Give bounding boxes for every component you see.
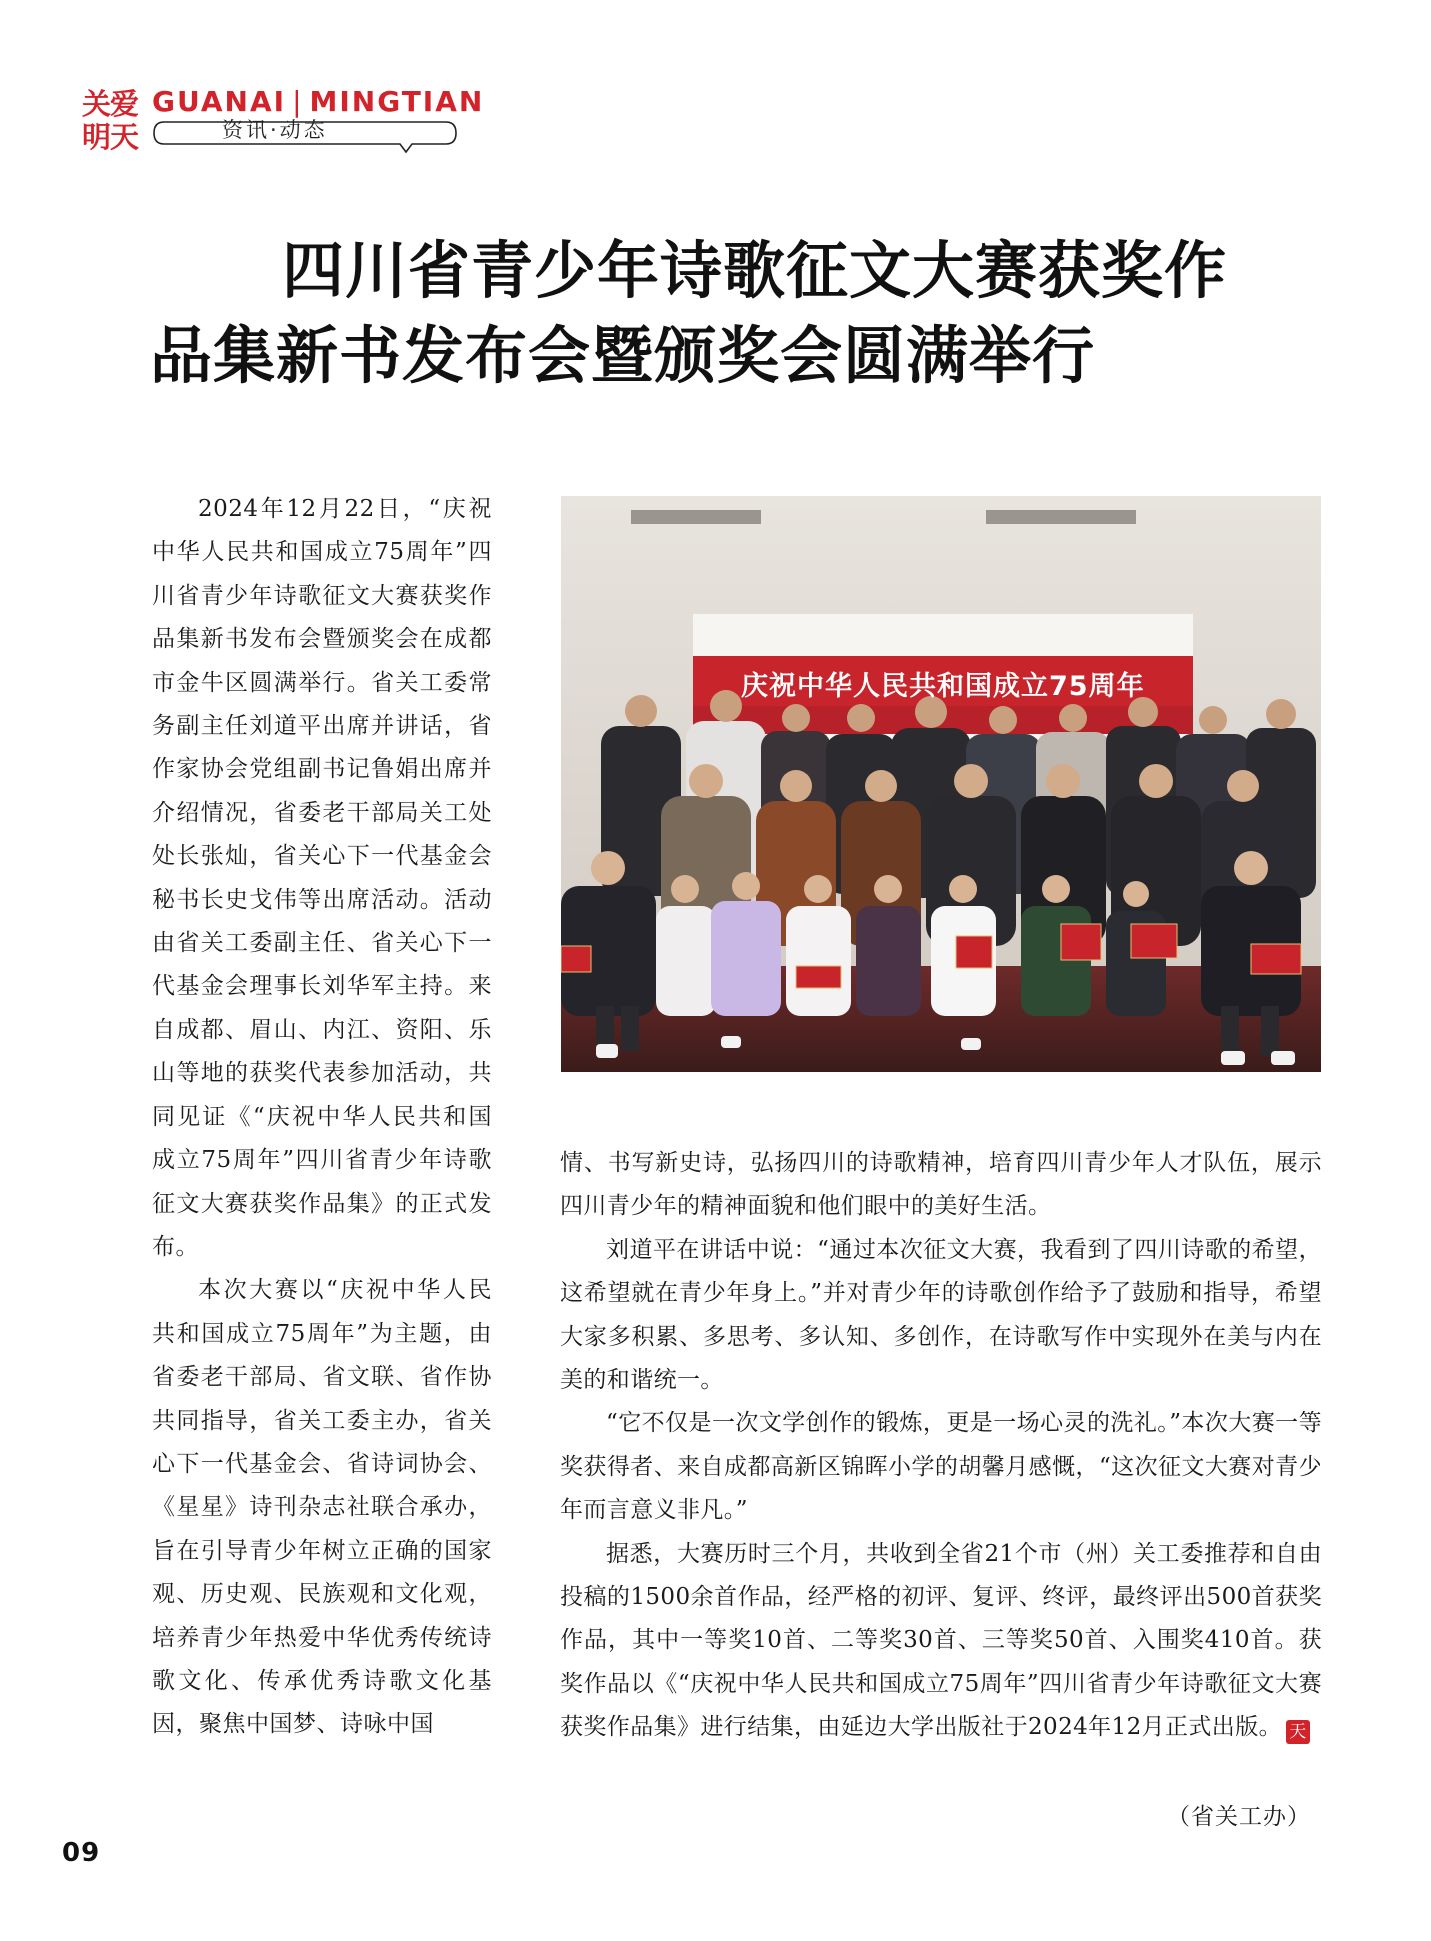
group-photo-illustration [561, 496, 1321, 1072]
title-line2: 品集新书发布会暨颁奖会圆满举行 [150, 319, 1096, 392]
magazine-logo [82, 88, 142, 156]
section-label: 资讯·动态 [222, 118, 328, 142]
brand-right: MINGTIAN [309, 85, 485, 118]
paragraph-1: 2024年12月22日，“庆祝中华人民共和国成立75周年”四川省青少年诗歌征文大赛获奖作品集新书发布会暨颁奖会在成都市金牛区圆满举行。省关工委常务副主任刘道平出席并讲话，省作家协会党组副书记鲁娟出席并介绍情况，省委老干部局关工处处长张灿，省关心下一代基金会秘书长史戈伟等出席活动。活动由省关工委副主任、省关心下一代基金会理事长刘华军主持。来自成都、眉山、内江、资阳、乐山等地的获奖代表参加活动，共同见证《“庆祝中华人民共和国成立75周年”四川省青少年诗歌征文大赛获奖作品集》的正式发布。 [152, 496, 492, 1260]
title-line1: 四川省青少年诗歌征文大赛获奖作 [282, 234, 1228, 307]
paragraph-5-text: 据悉，大赛历时三个月，共收到全省21个市（州）关工委推荐和自由投稿的1500余首作品，经严格的初评、复评、终评，最终评出500首获奖作品，其中一等奖10首、二等奖30首、三等奖50首、入围奖410首。获奖作品以《“庆祝中华人民共和国成立75周年”四川省青少年诗歌征文大赛获奖作品集》进行结集，由延边大学出版社于2024年12月正式出版。 [560, 1540, 1322, 1741]
byline: （省关工办） [1167, 1804, 1311, 1830]
paragraph-5 [560, 1533, 1322, 1750]
end-mark-icon: 天 [1286, 1720, 1310, 1744]
left-column [152, 488, 492, 1747]
article-title [150, 228, 1330, 398]
logo-line2: 明天 [82, 120, 139, 154]
paragraph-3: 刘道平在讲话中说：“通过本次征文大赛，我看到了四川诗歌的希望，这希望就在青少年身上。”并对青少年的诗歌创作给予了鼓励和指导，希望大家多积累、多思考、多认知、多创作，在诗歌写作中实现外在美与内在美的和谐统一。 [560, 1236, 1322, 1394]
brand-separator: | [292, 85, 304, 118]
paragraph-2: 本次大赛以“庆祝中华人民共和国成立75周年”为主题，由省委老干部局、省文联、省作协共同指导，省关工委主办，省关心下一代基金会、省诗词协会、《星星》诗刊杂志社联合承办，旨在引导青少年树立正确的国家观、历史观、民族观和文化观，培养青少年热爱中华优秀传统诗歌文化、传承优秀诗歌文化基因，聚焦中国梦、诗咏中国 [152, 1277, 492, 1738]
brand-left: GUANAI [152, 85, 287, 118]
logo-line1: 关爱 [82, 87, 139, 121]
paragraph-2-continued: 情、书写新史诗，弘扬四川的诗歌精神，培育四川青少年人才队伍，展示四川青少年的精神面貌和他们眼中的美好生活。 [560, 1150, 1322, 1220]
event-photo [561, 496, 1321, 1072]
right-column [560, 1142, 1322, 1750]
photo-banner-text: 庆祝中华人民共和国成立75周年 [741, 671, 1145, 702]
brand-name [152, 86, 484, 118]
page-number: 09 [62, 1838, 101, 1868]
paragraph-4: “它不仅是一次文学创作的锻炼，更是一场心灵的洗礼。”本次大赛一等奖获得者、来自成都高新区锦晖小学的胡馨月感慨，“这次征文大赛对青少年而言意义非凡。” [560, 1410, 1322, 1524]
